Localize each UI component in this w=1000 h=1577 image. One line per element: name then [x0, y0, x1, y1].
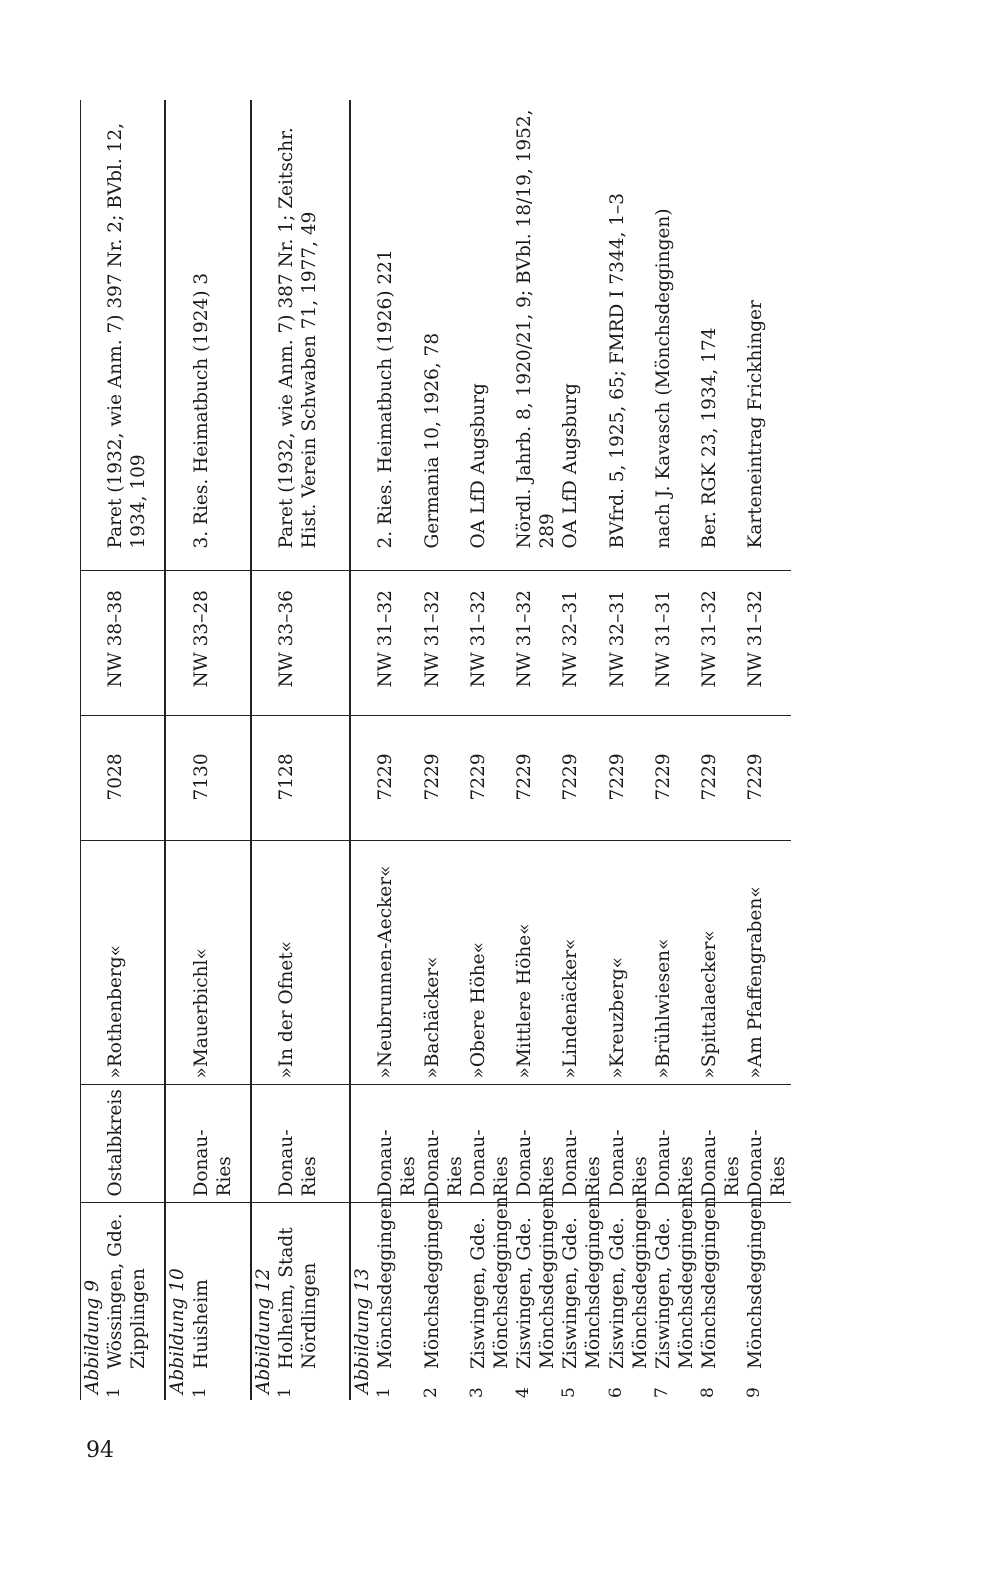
grid-reference: NW 31–32: [421, 571, 467, 716]
grid-reference: NW 33–28: [190, 571, 236, 716]
district: Donau-Ries: [374, 1085, 420, 1203]
literature: Paret (1932, wie Anm. 7) 387 Nr. 1; Zeitschr. Hist. Verein Schwaben 71, 1977, 49: [275, 100, 321, 571]
literature: Karteneintrag Frickhinger: [744, 100, 790, 571]
literature: nach J. Kavasch (Mönchsdeggingen): [652, 100, 698, 571]
table-row: [275, 100, 321, 1400]
map-sheet: 7229: [652, 716, 698, 841]
table-row: [421, 100, 467, 1400]
literature: Ber. RGK 23, 1934, 174: [698, 100, 744, 571]
literature: 3. Ries. Heimatbuch (1924) 3: [190, 100, 236, 571]
section-heading: Abbildung 13: [350, 1203, 374, 1400]
row-number: 1: [189, 1387, 210, 1398]
map-sheet: 7229: [559, 716, 605, 841]
map-sheet: 7229: [744, 716, 790, 841]
grid-reference: NW 38–38: [104, 571, 150, 716]
field-name: »Lindenäcker«: [559, 841, 605, 1085]
district: Ostalbkreis: [104, 1085, 150, 1203]
table-row: [698, 100, 744, 1400]
map-sheet: 7229: [467, 716, 513, 841]
map-sheet: 7229: [513, 716, 559, 841]
rotated-table-container: [80, 100, 900, 1400]
section-heading-row: [165, 100, 189, 1400]
map-sheet: 7028: [104, 716, 150, 841]
table-row: [559, 100, 605, 1400]
field-name: »Mauerbichl«: [190, 841, 236, 1085]
field-name: »Am Pfaffengraben«: [744, 841, 790, 1085]
district: Donau-Ries: [467, 1085, 513, 1203]
grid-reference: NW 33–36: [275, 571, 321, 716]
grid-reference: NW 32–31: [559, 571, 605, 716]
table-row: [652, 100, 698, 1400]
district: Donau-Ries: [606, 1085, 652, 1203]
locality: Ziswingen, Gde. Mönchsdeggingen: [467, 1196, 512, 1369]
section-heading-row: [81, 100, 105, 1400]
grid-reference: NW 31–31: [652, 571, 698, 716]
literature: 2. Ries. Heimatbuch (1926) 221: [374, 100, 420, 571]
district: Donau-Ries: [559, 1085, 605, 1203]
grid-reference: NW 32–31: [606, 571, 652, 716]
field-name: »Spittalaecker«: [698, 841, 744, 1085]
district: Donau-Ries: [275, 1085, 321, 1203]
row-number: 3: [466, 1387, 487, 1398]
grid-reference: NW 31–32: [744, 571, 790, 716]
row-number: 5: [559, 1387, 580, 1398]
row-number: 4: [513, 1387, 533, 1398]
table-row: [190, 100, 236, 1400]
section-heading: Abbildung 10: [165, 1203, 189, 1400]
locality: Holheim, Stadt Nördlingen: [275, 1227, 320, 1369]
map-sheet: 7229: [606, 716, 652, 841]
page-number: 94: [86, 1438, 114, 1463]
row-number: 9: [744, 1387, 765, 1398]
locality: Ziswingen, Gde. Mönchsdeggingen: [514, 1196, 559, 1369]
grid-reference: NW 31–32: [467, 571, 513, 716]
literature: Germania 10, 1926, 78: [421, 100, 467, 571]
row-number: 6: [605, 1387, 626, 1398]
table-row: [744, 100, 790, 1400]
field-name: »Rothenberg«: [104, 841, 150, 1085]
section-heading: Abbildung 9: [81, 1203, 105, 1400]
field-name: »Brühlwiesen«: [652, 841, 698, 1085]
row-number: 1: [374, 1387, 395, 1398]
grid-reference: NW 31–32: [698, 571, 744, 716]
site-table: [80, 100, 791, 1400]
map-sheet: 7229: [421, 716, 467, 841]
table-row: [374, 100, 420, 1400]
table-row: [104, 100, 150, 1400]
locality: Mönchsdeggingen: [421, 1196, 443, 1369]
locality: Ziswingen, Gde. Mönchsdeggingen: [652, 1196, 697, 1369]
district: Donau-Ries: [698, 1085, 744, 1203]
row-number: 7: [651, 1387, 672, 1398]
field-name: »In der Ofnet«: [275, 841, 321, 1085]
grid-reference: NW 31–32: [513, 571, 559, 716]
map-sheet: 7229: [698, 716, 744, 841]
locality: Wössingen, Gde. Zipplingen: [105, 1213, 150, 1369]
locality: Mönchsdeggingen: [375, 1196, 397, 1369]
row-number: 1: [104, 1387, 125, 1398]
section-heading-row: [251, 100, 275, 1400]
locality: Mönchsdeggingen: [745, 1196, 767, 1369]
table-row: [467, 100, 513, 1400]
literature: OA LfD Augsburg: [559, 100, 605, 571]
locality: Huisheim: [190, 1279, 212, 1369]
map-sheet: 7130: [190, 716, 236, 841]
locality: Ziswingen, Gde. Mönchsdeggingen: [606, 1196, 651, 1369]
section-heading: Abbildung 12: [251, 1203, 275, 1400]
field-name: »Obere Höhe«: [467, 841, 513, 1085]
literature: OA LfD Augsburg: [467, 100, 513, 571]
district: Donau-Ries: [652, 1085, 698, 1203]
district: Donau-Ries: [190, 1085, 236, 1203]
locality: Mönchsdeggingen: [699, 1196, 720, 1369]
literature: Nördl. Jahrb. 8, 1920/21, 9; BVbl. 18/19, 1952, 289: [513, 100, 559, 571]
grid-reference: NW 31–32: [374, 571, 420, 716]
literature: Paret (1932, wie Anm. 7) 397 Nr. 2; BVbl. 12, 1934, 109: [104, 100, 150, 571]
field-name: »Kreuzberg«: [606, 841, 652, 1085]
table-row: [606, 100, 652, 1400]
district: Donau-Ries: [513, 1085, 559, 1203]
field-name: »Neubrunnen-Aecker«: [374, 841, 420, 1085]
district: Donau-Ries: [744, 1085, 790, 1203]
field-name: »Bachäcker«: [421, 841, 467, 1085]
map-sheet: 7229: [374, 716, 420, 841]
district: Donau-Ries: [421, 1085, 467, 1203]
locality: Ziswingen, Gde. Mönchsdeggingen: [560, 1196, 605, 1369]
row-number: 2: [420, 1387, 441, 1398]
literature: BVfrd. 5, 1925, 65; FMRD I 7344, 1–3: [606, 100, 652, 571]
section-heading-row: [350, 100, 374, 1400]
table-row: [513, 100, 559, 1400]
map-sheet: 7128: [275, 716, 321, 841]
row-number: 8: [698, 1387, 718, 1398]
row-number: 1: [274, 1387, 295, 1398]
field-name: »Mittlere Höhe«: [513, 841, 559, 1085]
